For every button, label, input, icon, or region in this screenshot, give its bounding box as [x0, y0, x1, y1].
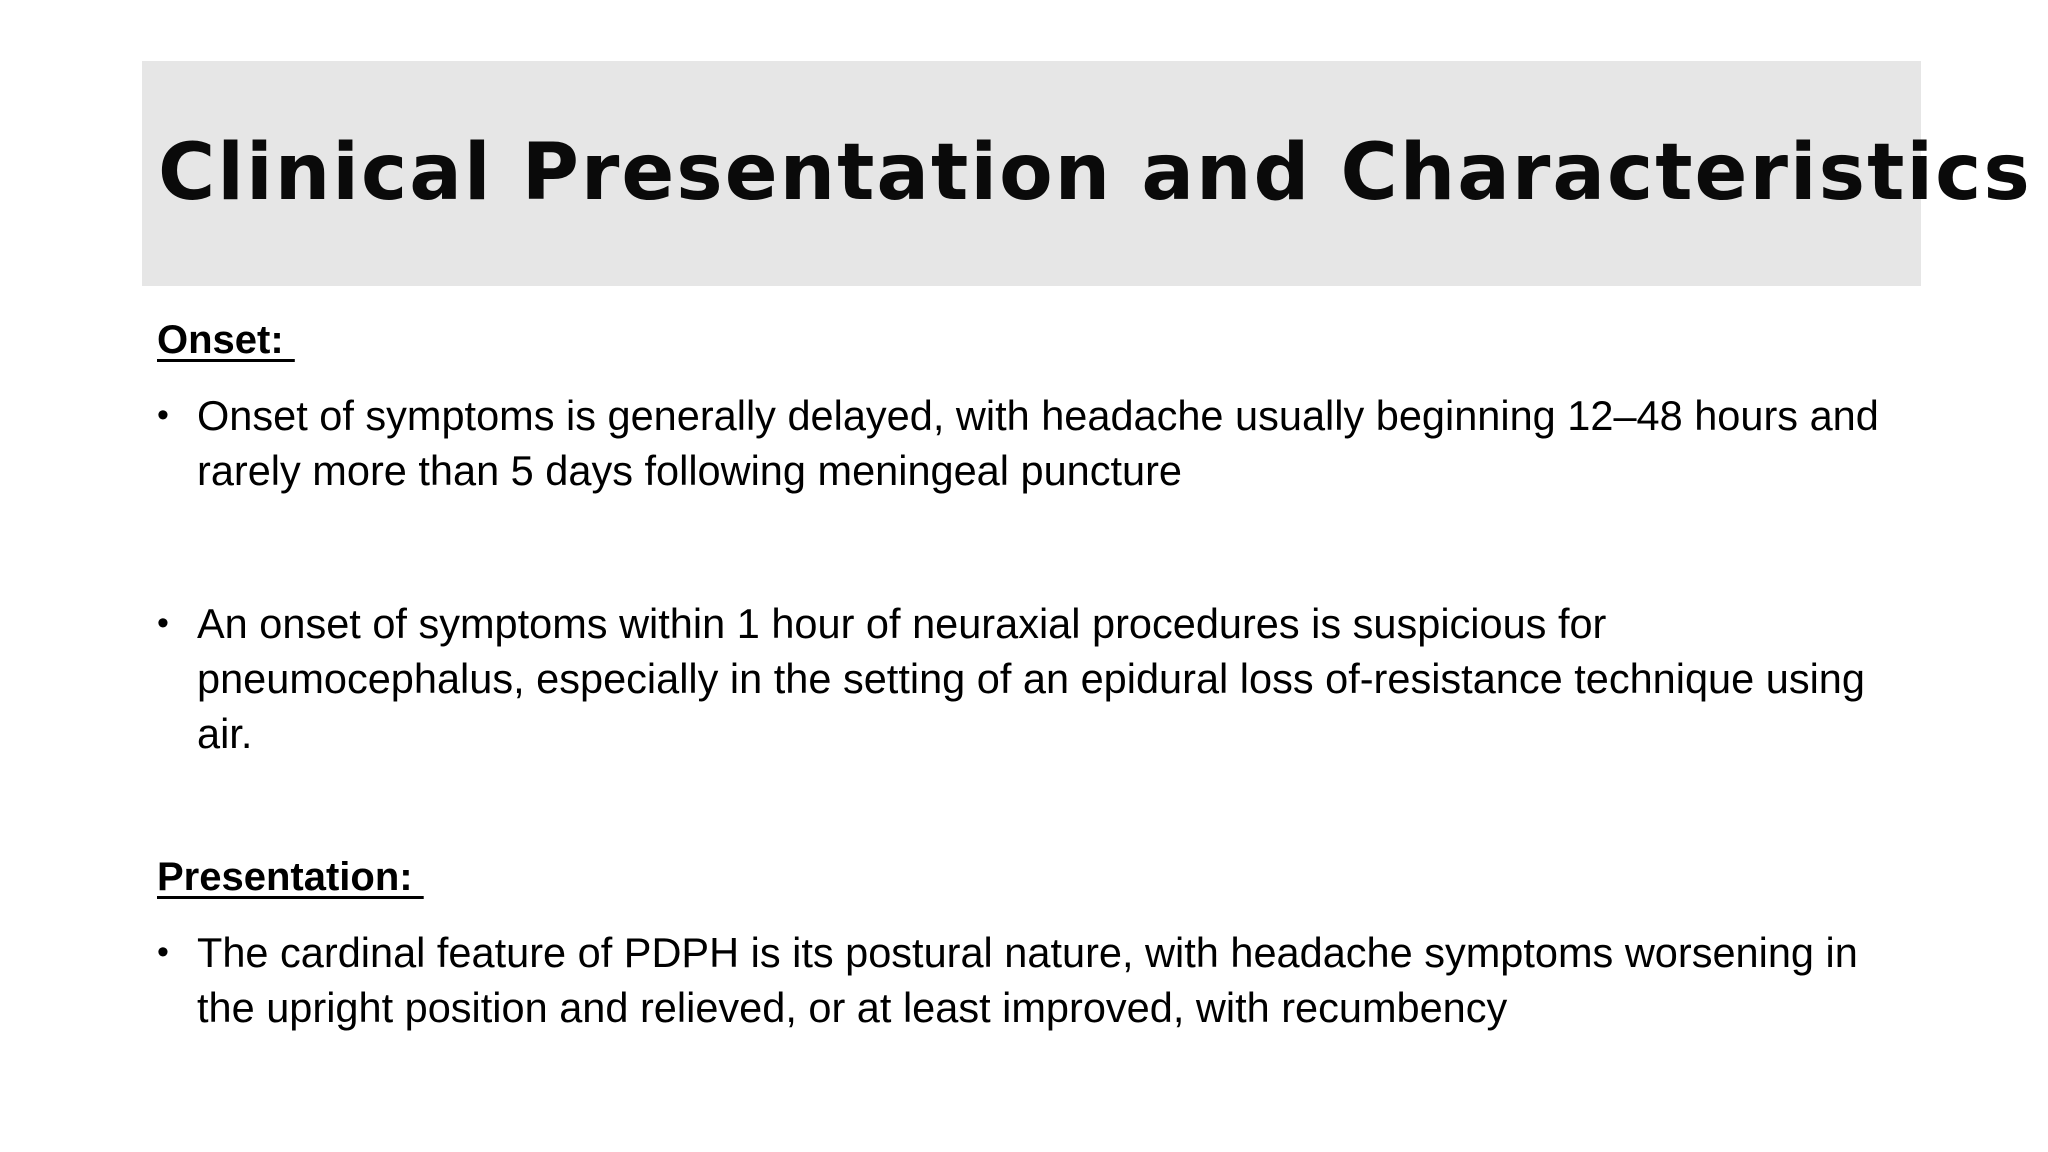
bullet-text: An onset of symptoms within 1 hour of neuraxial procedures is suspicious for pneumocephalus, especially in the setting of an epidural loss of-resistance technique using air. — [197, 600, 1865, 757]
onset-bullet-list — [157, 388, 1897, 761]
section-heading-presentation: Presentation: — [157, 855, 424, 899]
bullet-text: Onset of symptoms is generally delayed, with headache usually beginning 12–48 hours and rarely more than 5 days following meningeal puncture — [197, 392, 1879, 494]
title-band — [142, 61, 2032, 286]
section-heading-onset: Onset: — [157, 318, 295, 362]
bullet-item — [157, 925, 1897, 1035]
bullet-icon: • — [157, 604, 169, 642]
bullet-icon: • — [157, 396, 169, 434]
slide-title: Clinical Presentation and Characteristics — [158, 128, 2032, 218]
bullet-text: The cardinal feature of PDPH is its postural nature, with headache symptoms worsening in the upright position and relieved, or at least improved, with recumbency — [197, 929, 1858, 1031]
presentation-bullet-list — [157, 925, 1897, 1035]
bullet-item — [157, 596, 1897, 761]
bullet-item — [157, 388, 1897, 498]
slide-content — [157, 312, 1897, 1035]
bullet-icon: • — [157, 933, 169, 971]
